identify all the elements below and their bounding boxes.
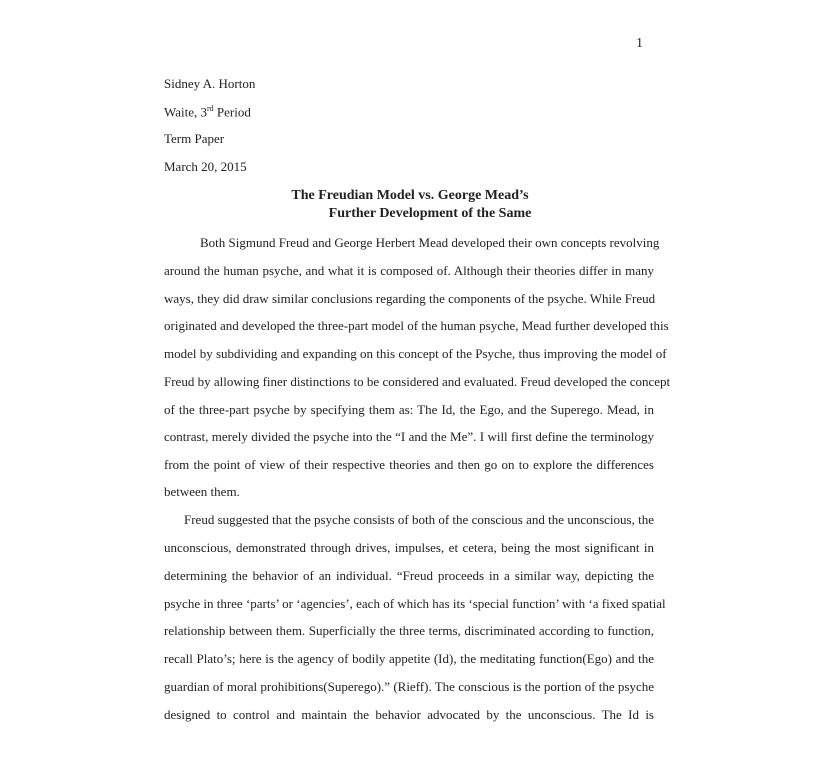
- title-line-2: Further Development of the Same: [328, 206, 532, 221]
- paragraph-line: Both Sigmund Freud and George Herbert Mead developed their own concepts revolving: [200, 235, 660, 250]
- class-line: Waite, 3rd Period: [164, 104, 251, 120]
- paragraph-line: designed to control and maintain the behavior advocated by the unconscious. The Id is: [164, 707, 654, 722]
- paragraph-line: determining the behavior of an individual. “Freud proceeds in a similar way, depicting the: [164, 568, 654, 583]
- document-type: Term Paper: [164, 131, 225, 146]
- paragraph-line: unconscious, demonstrated through drives, impulses, et cetera, being the most significant in: [164, 540, 654, 555]
- paragraph-line: Freud by allowing finer distinctions to be considered and evaluated. Freud developed the concept: [164, 374, 671, 389]
- paragraph-line: psyche in three ‘parts’ or ‘agencies’, each of which has its ‘special function’ with ‘a fixed spatial: [164, 596, 666, 611]
- paragraph-line: Freud suggested that the psyche consists of both of the conscious and the unconscious, the: [184, 512, 654, 527]
- paragraph-line: contrast, merely divided the psyche into the “I and the Me”. I will first define the terminology: [164, 429, 654, 444]
- paragraph-line: ways, they did draw similar conclusions regarding the components of the psyche. While Freud: [164, 291, 656, 306]
- paragraph-line: relationship between them. Superficially the three terms, discriminated according to function,: [164, 623, 654, 638]
- paragraph-line: recall Plato’s; here is the agency of bodily appetite (Id), the meditating function(Ego) and the: [164, 651, 654, 666]
- paragraph-line: guardian of moral prohibitions(Superego).” (Rieff). The conscious is the portion of the psyche: [164, 679, 654, 694]
- author-name: Sidney A. Horton: [164, 76, 256, 91]
- title-line-1: The Freudian Model vs. George Mead’s: [291, 188, 529, 203]
- paragraph-line: from the point of view of their respective theories and then go on to explore the differences: [164, 457, 654, 472]
- paragraph-line: between them.: [164, 484, 240, 499]
- page-number: 1: [636, 36, 643, 51]
- paragraph-line: of the three-part psyche by specifying them as: The Id, the Ego, and the Superego. Mead, in: [164, 402, 654, 417]
- paragraph-line: around the human psyche, and what it is composed of. Although their theories differ in many: [164, 263, 654, 278]
- document-date: March 20, 2015: [164, 159, 247, 174]
- paragraph-line: originated and developed the three-part model of the human psyche, Mead further developed this: [164, 318, 669, 333]
- paragraph-line: model by subdividing and expanding on this concept of the Psyche, thus improving the model of: [164, 346, 667, 361]
